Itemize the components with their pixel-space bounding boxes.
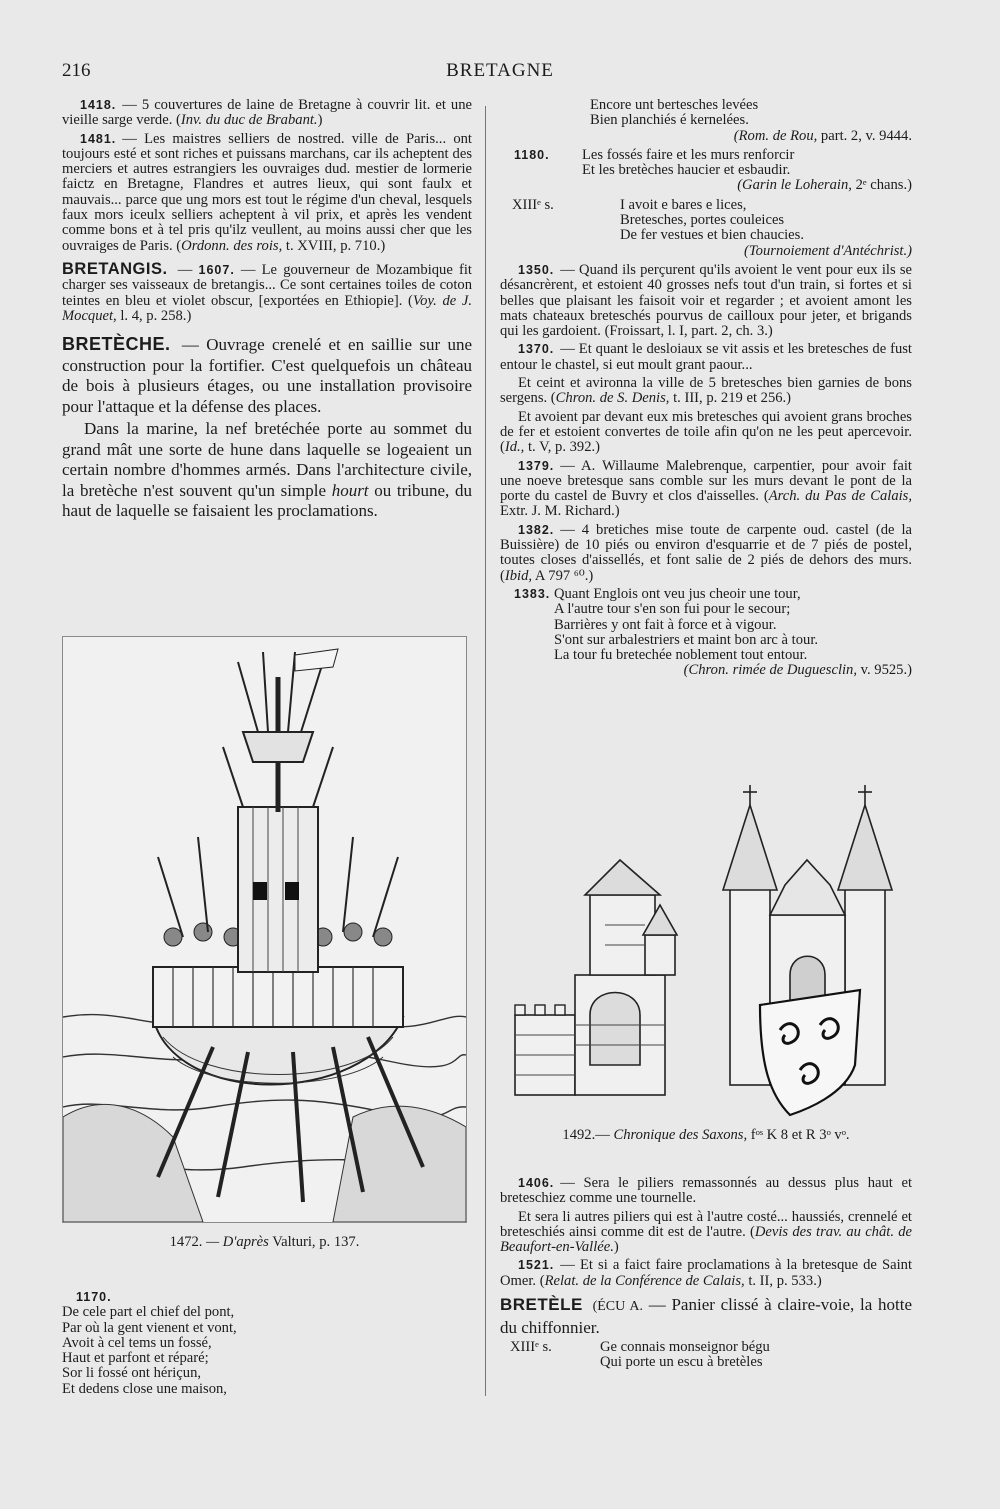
entry-1383: 1383. Quant Englois ont veu jus cheoir une tour, A l'autre tour s'en son fui pour le secour; Barrières y ont fait à force et à vigour. S'ont sur arbalestriers et maint bon arc à tour. La tour fu bretechée noblement tout entour. (Chron. rimée de Duguesclin, v. 9525.)	[514, 585, 912, 679]
headword-bretangis: BRETANGIS.	[62, 259, 168, 278]
castle-and-shield-illustration	[505, 765, 905, 1125]
right-column-bottom	[500, 1176, 912, 1375]
entry-13th-century-a: XIIIᵉ s. I avoit e bares e lices, Bretesches, portes couleices De fer vestues et bien chaucies. (Tournoiement d'Antéchrist.)	[512, 196, 912, 259]
left-column	[62, 98, 472, 524]
headword-bretele: BRETÈLE	[500, 1295, 583, 1315]
page-number: 216	[62, 60, 91, 81]
right-column	[500, 98, 912, 683]
entry-1382: 1382. — 4 bretiches mise toute de carpente oud. castel (de la Buissière) de 10 piés ou environ d'esquarrie et de 7 piés de postel, toutes closes d'aissellés, et font salie de 2 piés de dehors des murs. (Ibid, A 797 ⁶⁰.)	[500, 521, 912, 584]
headword-breteche: BRETÈCHE.	[62, 334, 171, 355]
entry-1418: 1418. — 5 couvertures de laine de Bretagne à couvrir lit. et une vieille sarge verde. (Inv. du duc de Brabant.)	[62, 97, 472, 129]
figure-caption-1492: 1492.— Chronique des Saxons, fᵒˢ K 8 et R 3ᵒ vᵒ.	[562, 1127, 850, 1143]
ship-woodcut-illustration	[63, 637, 466, 1222]
entry-1406: 1406. — Sera le piliers remassonnés au dessus plus haut et breteschiez comme une tournelle.	[500, 1175, 912, 1207]
entry-1370-c: Et avoient par devant eux mis bretesches qui avoient grans broches de fer et estoient convertes de toile afin qu'on ne les peut apercevoir. (Id., t. V, p. 392.)	[500, 408, 912, 456]
running-head: BRETAGNE	[446, 60, 554, 81]
entry-1350: 1350. — Quand ils perçurent qu'ils avoient le vent pour eux ils se désancrèrent, et estoient 40 grosses nefs tout d'un train, si fortes et si belles que plaisant les faisoit voir et regarder ; et avoient amont les mats chateaux breteschés pourvus de cailloux pour jeter, et brigands qui les gardoient. (Froissart, l. I, part. 2, ch. 3.)	[500, 261, 912, 340]
entry-1379: 1379. — A. Willaume Malebrenque, carpentier, pour avoir fait une noeve bretesque sans comble sur les murs devant le pont de la porte du castel de Buvry et clos d'aisselles. (Arch. du Pas de Calais, Extr. J. M. Richard.)	[500, 457, 913, 520]
ship-woodcut-figure	[62, 636, 467, 1223]
entry-1481: 1481. — Les maistres selliers de nostred. ville de Paris... ont toujours esté et sont riches et puissans marchans, car ils acheptent des merciers et autres estrangiers les ouvraiges dud. mestier de lormerie faictz en Bretagne, Flandres et autres lieux, qui sont faulx et mauvais... parce que ung mors est tout le régime d'un cheval, lesquels faux mors iceulx selliers acheptent à vil prix, et après les vendent comme bons et à tel pris qu'ilz veullent, au moins aussi cher que les ouvraiges de Paris. (Ordonn. des rois, t. XVIII, p. 710.)	[62, 130, 472, 254]
entry-breteche-definition: BRETÈCHE. — Ouvrage crenelé et en saillie sur une construction pour la fortifier. C'est quelquefois un château de bois à plusieurs étages, ou une installation provisoire pour l'attaque et la défense des places.	[62, 334, 472, 416]
entry-breteche-marine: Dans la marine, la nef bretéchée porte au sommet du grand mât une sorte de hune dans laquelle se logeaient un certain nombre d'hommes armés. Dans l'architecture civile, la bretèche n'est souvent qu'un simple hourt ou tribune, du haut de laquelle se faisaient les proclamations.	[62, 419, 472, 521]
verse-continuation: Encore unt bertesches levées Bien planchiés é kernelées. (Rom. de Rou, part. 2, v. 9444.	[590, 97, 912, 144]
entry-13th-century-b: XIIIᵉ s. Ge connais monseignor bégu Qui porte un escu à bretèles	[510, 1339, 770, 1371]
verse-lines-1170: De cele part el chief del pont, Par où la gent vienent et vont, Avoit à cel tems un fossé, Haut et parfont et réparé; Sor li fossé ont hériçun, Et dedens close une maison,	[62, 1304, 237, 1397]
entry-1170: 1170. De cele part el chief del pont, Par où la gent vienent et vont, Avoit à cel tems un fossé, Haut et parfont et réparé; Sor li fossé ont hériçun, Et dedens close une maison,	[62, 1290, 472, 1397]
entry-1370-b: Et ceint et avironna la ville de 5 bretesches bien garnies de bons sergens. (Chron. de S. Denis, t. III, p. 219 et 256.)	[500, 375, 912, 407]
entry-1180: 1180. Les fossés faire et les murs renforcir Et les bretèches haucier et esbaudir. (Garin le Loherain, 2ᵉ chans.)	[514, 146, 912, 194]
entry-1370: 1370. — Et quant le desloiaux se vit assis et les bretesches de fust entour le chastel, si eut moult grant paour...	[500, 341, 912, 373]
entry-1521: 1521. — Et si a faict faire proclamations à la bretesque de Saint Omer. (Relat. de la Conférence de Calais, t. II, p. 533.)	[500, 1257, 912, 1289]
entry-bretele: BRETÈLE (ÉCU A. — Panier clissé à claire-voie, la hotte du chiffonnier.	[500, 1295, 912, 1337]
chronicle-woodcut-figure	[505, 765, 905, 1125]
figure-caption-1472: 1472. — D'après Valturi, p. 137.	[169, 1234, 360, 1250]
page-header	[0, 60, 1000, 84]
entry-bretangis: BRETANGIS. — 1607. — Le gouverneur de Mozambique fit charger ses vaisseaux de bretangis... Ce sont certaines toiles de coton teintes en bleu et violet obscur, [exportées en Ethiopie]. (Voy. de J. Mocquet, l. 4, p. 258.)	[62, 259, 472, 324]
entry-1406-b: Et sera li autres piliers qui est à l'autre costé... haussiés, crennelé et breteschiés ainsi comme dit est de l'autre. (Devis des trav. au chât. de Beaufort-en-Vallée.)	[500, 1208, 913, 1256]
column-divider	[485, 106, 486, 1396]
